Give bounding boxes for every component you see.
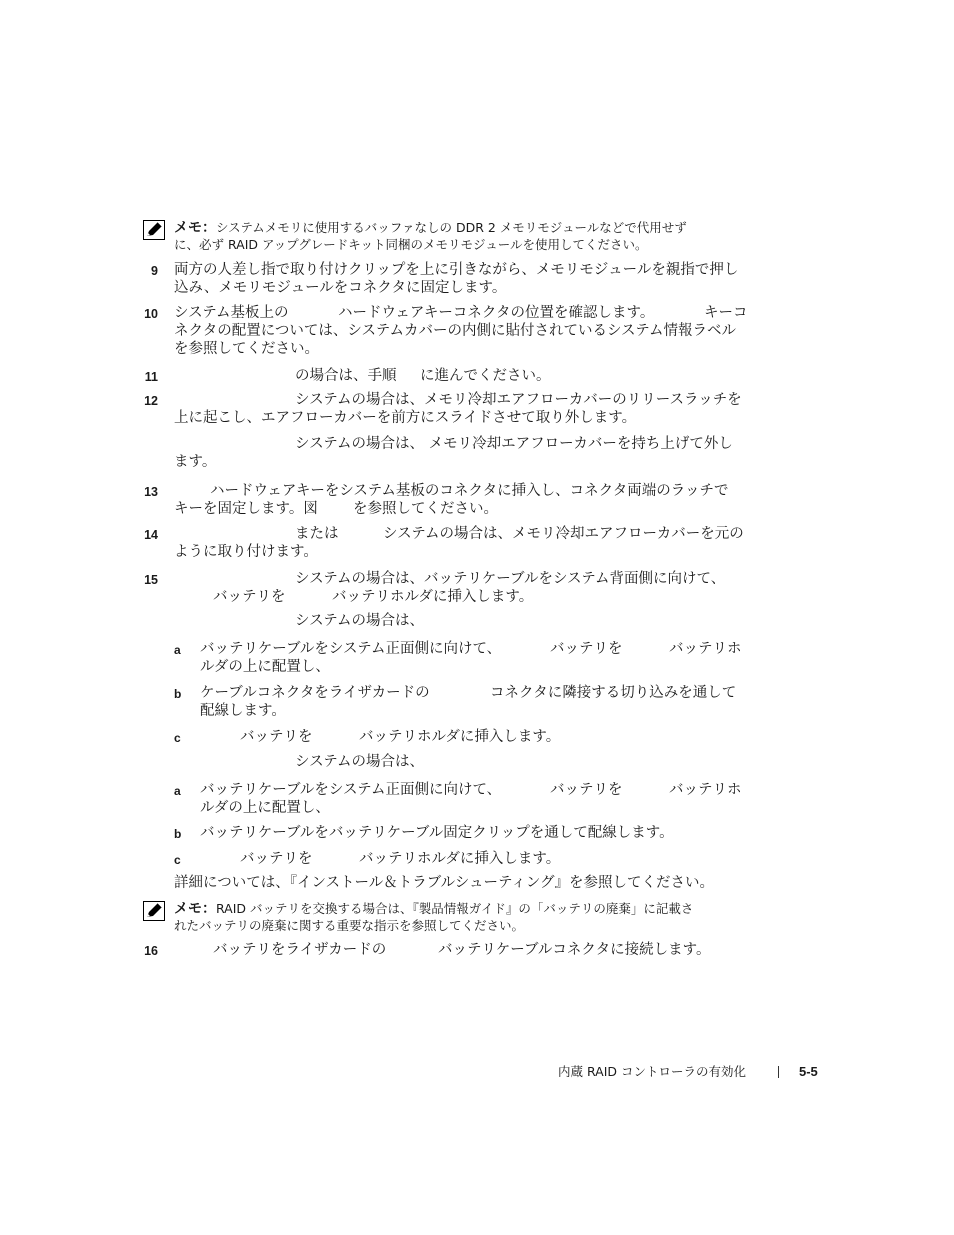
substep-text: バッテリケーブルをバッテリケーブル固定クリップを通して配線します。: [200, 825, 674, 841]
step-number: 12: [144, 394, 158, 408]
pencil-note-icon: [143, 220, 165, 240]
step-number: 11: [144, 370, 158, 384]
step-number: 15: [144, 573, 158, 587]
substep-text: バッテリホ: [669, 782, 742, 798]
step-text: ネクタの配置については、システムカバーの内側に貼付されているシステム情報ラベル: [174, 323, 737, 339]
step-text: を参照してください。: [174, 341, 319, 357]
substep-label: c: [174, 853, 181, 867]
substep-text: ルダの上に配置し、: [200, 800, 330, 816]
step-text: 両方の人差し指で取り付けクリップを上に引きながら、メモリモジュールを親指で押し: [174, 262, 739, 278]
substep-text: バッテリホ: [669, 641, 742, 657]
step-number: 10: [144, 307, 158, 321]
step-text: バッテリをライザカードの: [213, 942, 387, 958]
step-text: または: [295, 526, 339, 542]
detail-text: 詳細については、『インストール＆トラブルシューティング』を参照してください。: [174, 875, 715, 891]
step-text: バッテリケーブルコネクタに接続します。: [438, 942, 711, 958]
step-text: バッテリを: [213, 589, 286, 605]
step-text: に進んでください。: [420, 368, 551, 384]
substep-text: コネクタに隣接する切り込みを通して: [490, 685, 737, 701]
step-text: システムの場合は、: [295, 754, 425, 770]
substep-label: a: [174, 784, 181, 798]
step-text: キーを固定します。図: [174, 501, 318, 517]
substep-text: バッテリを: [240, 851, 313, 867]
note-label: メモ：: [174, 220, 216, 236]
step-number: 13: [144, 485, 158, 499]
step-text: ハードウェアキーコネクタの位置を確認します。: [338, 305, 655, 321]
substep-text: バッテリホルダに挿入します。: [359, 851, 561, 867]
step-number: 14: [144, 528, 158, 542]
step-text: ます。: [174, 454, 217, 470]
step-text: システムの場合は、メモリ冷却エアフローカバーのリリースラッチを: [295, 392, 742, 408]
substep-label: b: [174, 827, 182, 841]
substep-text: ケーブルコネクタをライザカードの: [200, 685, 430, 701]
step-text: システムの場合は、 メモリ冷却エアフローカバーを持ち上げて外し: [295, 436, 733, 452]
substep-label: c: [174, 731, 181, 745]
step-text: 込み、メモリモジュールをコネクタに固定します。: [174, 280, 507, 296]
step-text: ように取り付けます。: [174, 544, 318, 560]
note-text: システムメモリに使用するバッファなしの DDR 2 メモリモジュールなどで代用せず: [216, 220, 687, 235]
step-text: バッテリホルダに挿入します。: [332, 589, 534, 605]
substep-text: ルダの上に配置し、: [200, 659, 330, 675]
step-number: 9: [151, 264, 158, 278]
pencil-note-icon: [143, 901, 165, 921]
note-text: れたバッテリの廃棄に関する重要な指示を参照してください。: [174, 918, 525, 933]
note-label: メモ：: [174, 901, 216, 917]
step-text: システムの場合は、: [295, 613, 425, 629]
footer-title: 内蔵 RAID コントローラの有効化: [558, 1064, 746, 1079]
page-number: 5-5: [799, 1064, 818, 1079]
step-text: システム基板上の: [174, 305, 289, 321]
substep-text: バッテリケーブルをシステム正面側に向けて、: [200, 782, 502, 798]
step-text: システムの場合は、バッテリケーブルをシステム背面側に向けて、: [295, 571, 726, 587]
step-number: 16: [144, 944, 158, 958]
step-text: の場合は、手順: [295, 368, 397, 384]
step-text: を参照してください。: [353, 501, 498, 517]
step-text: システムの場合は、メモリ冷却エアフローカバーを元の: [383, 526, 744, 542]
note-text: に、必ず RAID アップグレードキット同梱のメモリモジュールを使用してください。: [174, 237, 648, 252]
substep-text: バッテリを: [550, 641, 623, 657]
note-text: RAID バッテリを交換する場合は、『製品情報ガイド』の「バッテリの廃棄」に記載さ: [216, 901, 694, 916]
substep-text: バッテリケーブルをシステム正面側に向けて、: [200, 641, 502, 657]
step-text: 上に起こし、エアフローカバーを前方にスライドさせて取り外します。: [174, 410, 637, 426]
substep-label: b: [174, 687, 182, 701]
substep-text: バッテリを: [550, 782, 623, 798]
substep-text: バッテリを: [240, 729, 313, 745]
substep-text: バッテリホルダに挿入します。: [359, 729, 561, 745]
note-line: [174, 219, 687, 237]
note-line: [174, 900, 693, 918]
step-text: ハードウェアキーをシステム基板のコネクタに挿入し、コネクタ両端のラッチで: [210, 483, 729, 499]
substep-text: 配線します。: [200, 703, 286, 719]
substep-label: a: [174, 643, 181, 657]
footer-separator: [778, 1066, 779, 1078]
step-text: キーコ: [704, 305, 748, 321]
